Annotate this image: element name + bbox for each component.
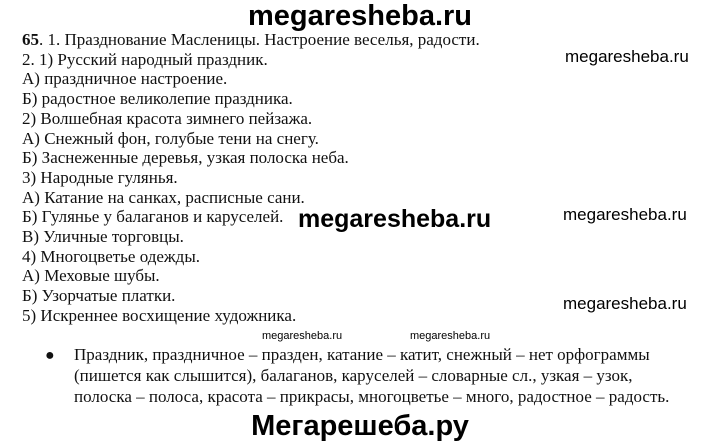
answer-line-2: 2. 1) Русский народный праздник. xyxy=(22,49,268,69)
watermark-small-2: megaresheba.ru xyxy=(410,330,491,342)
answer-line-5: 2) Волшебная красота зимнего пейзажа. xyxy=(22,108,313,128)
task-number: 65 xyxy=(22,30,39,49)
answer-line-7: Б) Заснеженные деревья, узкая полоска неба. xyxy=(22,148,349,168)
answer-line-14: Б) Узорчатые платки. xyxy=(22,286,176,306)
answer-line-8: 3) Народные гулянья. xyxy=(22,167,178,187)
watermark-small-1: megaresheba.ru xyxy=(262,330,343,342)
watermark-top: megaresheba.ru xyxy=(247,0,473,32)
answer-line-12: 4) Многоцветье одежды. xyxy=(22,246,200,266)
answer-line-10: Б) Гулянье у балаганов и каруселей. xyxy=(22,207,284,227)
answer-line-13: А) Меховые шубы. xyxy=(22,266,160,286)
answer-line-3: А) праздничное настроение. xyxy=(22,69,228,89)
watermark-right-1: megaresheba.ru xyxy=(565,47,689,66)
answer-line-9: А) Катание на санках, расписные сани. xyxy=(22,187,305,207)
watermark-right-3: megaresheba.ru xyxy=(563,294,687,313)
bullet-line-2: (пишется как слышится), балаганов, каруселей – словарные сл., узкая – узок, xyxy=(74,366,633,385)
answer-line-4: Б) радостное великолепие праздника. xyxy=(22,89,293,109)
bullet-line-1: Праздник, праздничное – празден, катание – катит, снежный – нет орфограммы xyxy=(74,345,650,364)
answer-line-15: 5) Искреннее восхищение художника. xyxy=(22,305,297,325)
answer-line-6: А) Снежный фон, голубые тени на снегу. xyxy=(22,128,319,148)
watermark-mid: megaresheba.ru xyxy=(298,205,492,233)
bullet-icon: ● xyxy=(45,347,55,364)
answer-line-1 xyxy=(22,30,582,50)
answer-text xyxy=(22,30,582,326)
watermark-bottom: Мегарешеба.ру xyxy=(251,410,469,442)
line-text: . 1. Празднование Масленицы. Настроение веселья, радости. xyxy=(39,30,480,49)
bullet-text xyxy=(74,344,702,407)
bullet-line-3: полоска – полоса, красота – прикрасы, многоцветье – много, радостное – радость. xyxy=(74,387,670,406)
watermark-right-2: megaresheba.ru xyxy=(563,205,687,224)
answer-line-11: В) Уличные торговцы. xyxy=(22,227,184,247)
